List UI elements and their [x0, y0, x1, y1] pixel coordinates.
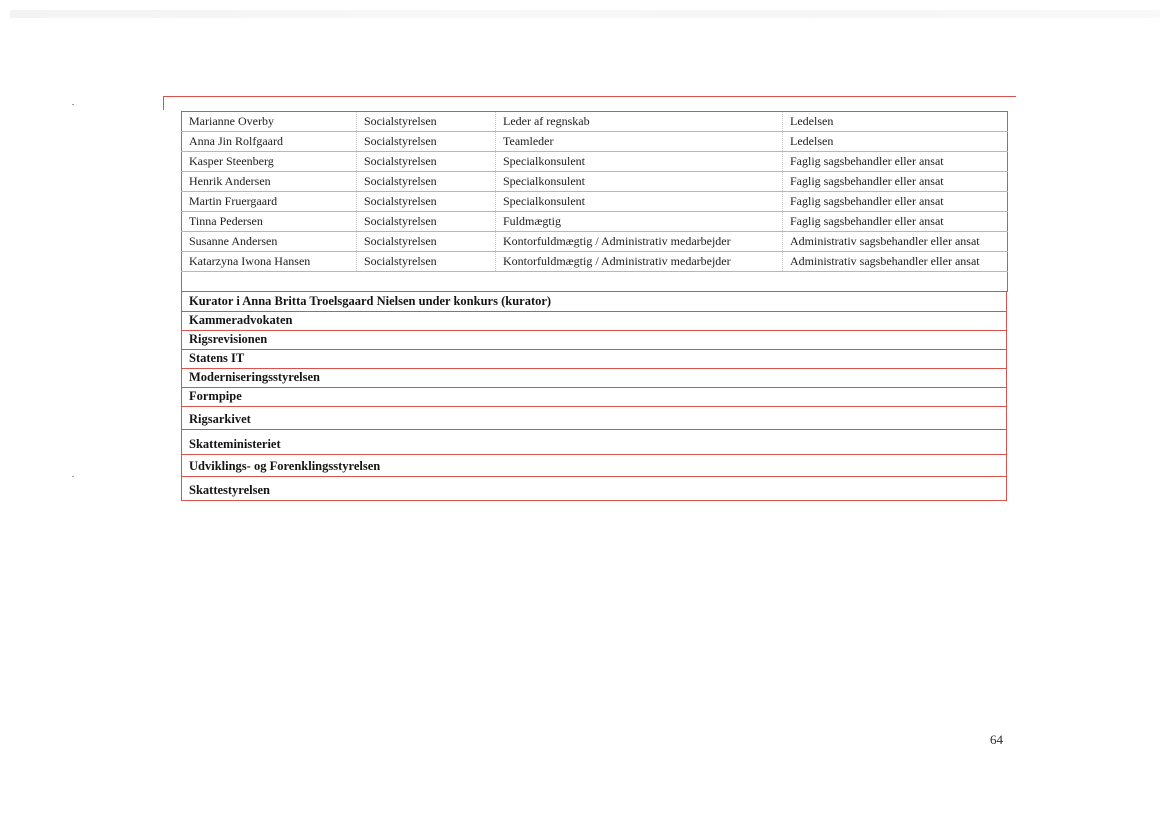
cell-organization: Socialstyrelsen	[357, 252, 496, 272]
cell-role: Ledelsen	[783, 132, 1008, 152]
cell-organization: Socialstyrelsen	[357, 132, 496, 152]
table-row	[182, 112, 1008, 132]
organization-row: Udviklings- og Forenklingsstyrelsen	[181, 454, 1007, 477]
organization-row: Skattestyrelsen	[181, 476, 1007, 501]
cell-organization: Socialstyrelsen	[357, 192, 496, 212]
scan-artifact-strip	[10, 10, 1160, 18]
cell-name: Kasper Steenberg	[182, 152, 357, 172]
table-row	[182, 192, 1008, 212]
table-row	[182, 132, 1008, 152]
cell-role: Faglig sagsbehandler eller ansat	[783, 192, 1008, 212]
staff-table	[181, 111, 1008, 292]
cell-title: Teamleder	[496, 132, 783, 152]
table-spacer-row	[182, 272, 1008, 292]
cell-name: Tinna Pedersen	[182, 212, 357, 232]
cell-title: Kontorfuldmægtig / Administrativ medarbejder	[496, 232, 783, 252]
organization-row: Kurator i Anna Britta Troelsgaard Nielsen under konkurs (kurator)	[181, 291, 1007, 312]
cell-title: Specialkonsulent	[496, 192, 783, 212]
cell-name: Martin Fruergaard	[182, 192, 357, 212]
cell-title: Fuldmægtig	[496, 212, 783, 232]
cell-role: Administrativ sagsbehandler eller ansat	[783, 252, 1008, 272]
scan-speck	[72, 104, 74, 105]
staff-table-body	[182, 112, 1008, 292]
cell-role: Faglig sagsbehandler eller ansat	[783, 212, 1008, 232]
cell-role: Faglig sagsbehandler eller ansat	[783, 152, 1008, 172]
table-row	[182, 152, 1008, 172]
cell-role: Faglig sagsbehandler eller ansat	[783, 172, 1008, 192]
organization-row: Kammeradvokaten	[181, 311, 1007, 331]
table-frame-left-tick	[163, 96, 164, 110]
cell-organization: Socialstyrelsen	[357, 112, 496, 132]
cell-name: Anna Jin Rolfgaard	[182, 132, 357, 152]
cell-title: Specialkonsulent	[496, 152, 783, 172]
organization-row: Formpipe	[181, 387, 1007, 407]
cell-title: Kontorfuldmægtig / Administrativ medarbejder	[496, 252, 783, 272]
organization-row: Rigsrevisionen	[181, 330, 1007, 350]
cell-name: Henrik Andersen	[182, 172, 357, 192]
table-frame-top-line	[163, 96, 1016, 97]
table-row	[182, 252, 1008, 272]
cell-organization: Socialstyrelsen	[357, 212, 496, 232]
scan-speck	[72, 476, 74, 477]
cell-organization: Socialstyrelsen	[357, 232, 496, 252]
table-row	[182, 232, 1008, 252]
cell-name: Susanne Andersen	[182, 232, 357, 252]
cell-role: Ledelsen	[783, 112, 1008, 132]
table-row	[182, 212, 1008, 232]
cell-title: Specialkonsulent	[496, 172, 783, 192]
cell-organization: Socialstyrelsen	[357, 172, 496, 192]
organization-row: Skatteministeriet	[181, 429, 1007, 455]
cell-name: Katarzyna Iwona Hansen	[182, 252, 357, 272]
cell-organization: Socialstyrelsen	[357, 152, 496, 172]
cell-role: Administrativ sagsbehandler eller ansat	[783, 232, 1008, 252]
page-number: 64	[990, 732, 1003, 747]
organization-row: Statens IT	[181, 349, 1007, 369]
organization-list	[181, 291, 1007, 501]
cell-title: Leder af regnskab	[496, 112, 783, 132]
organization-row: Moderniseringsstyrelsen	[181, 368, 1007, 388]
empty-cell	[182, 272, 1008, 292]
organization-row: Rigsarkivet	[181, 406, 1007, 430]
cell-name: Marianne Overby	[182, 112, 357, 132]
table-row	[182, 172, 1008, 192]
